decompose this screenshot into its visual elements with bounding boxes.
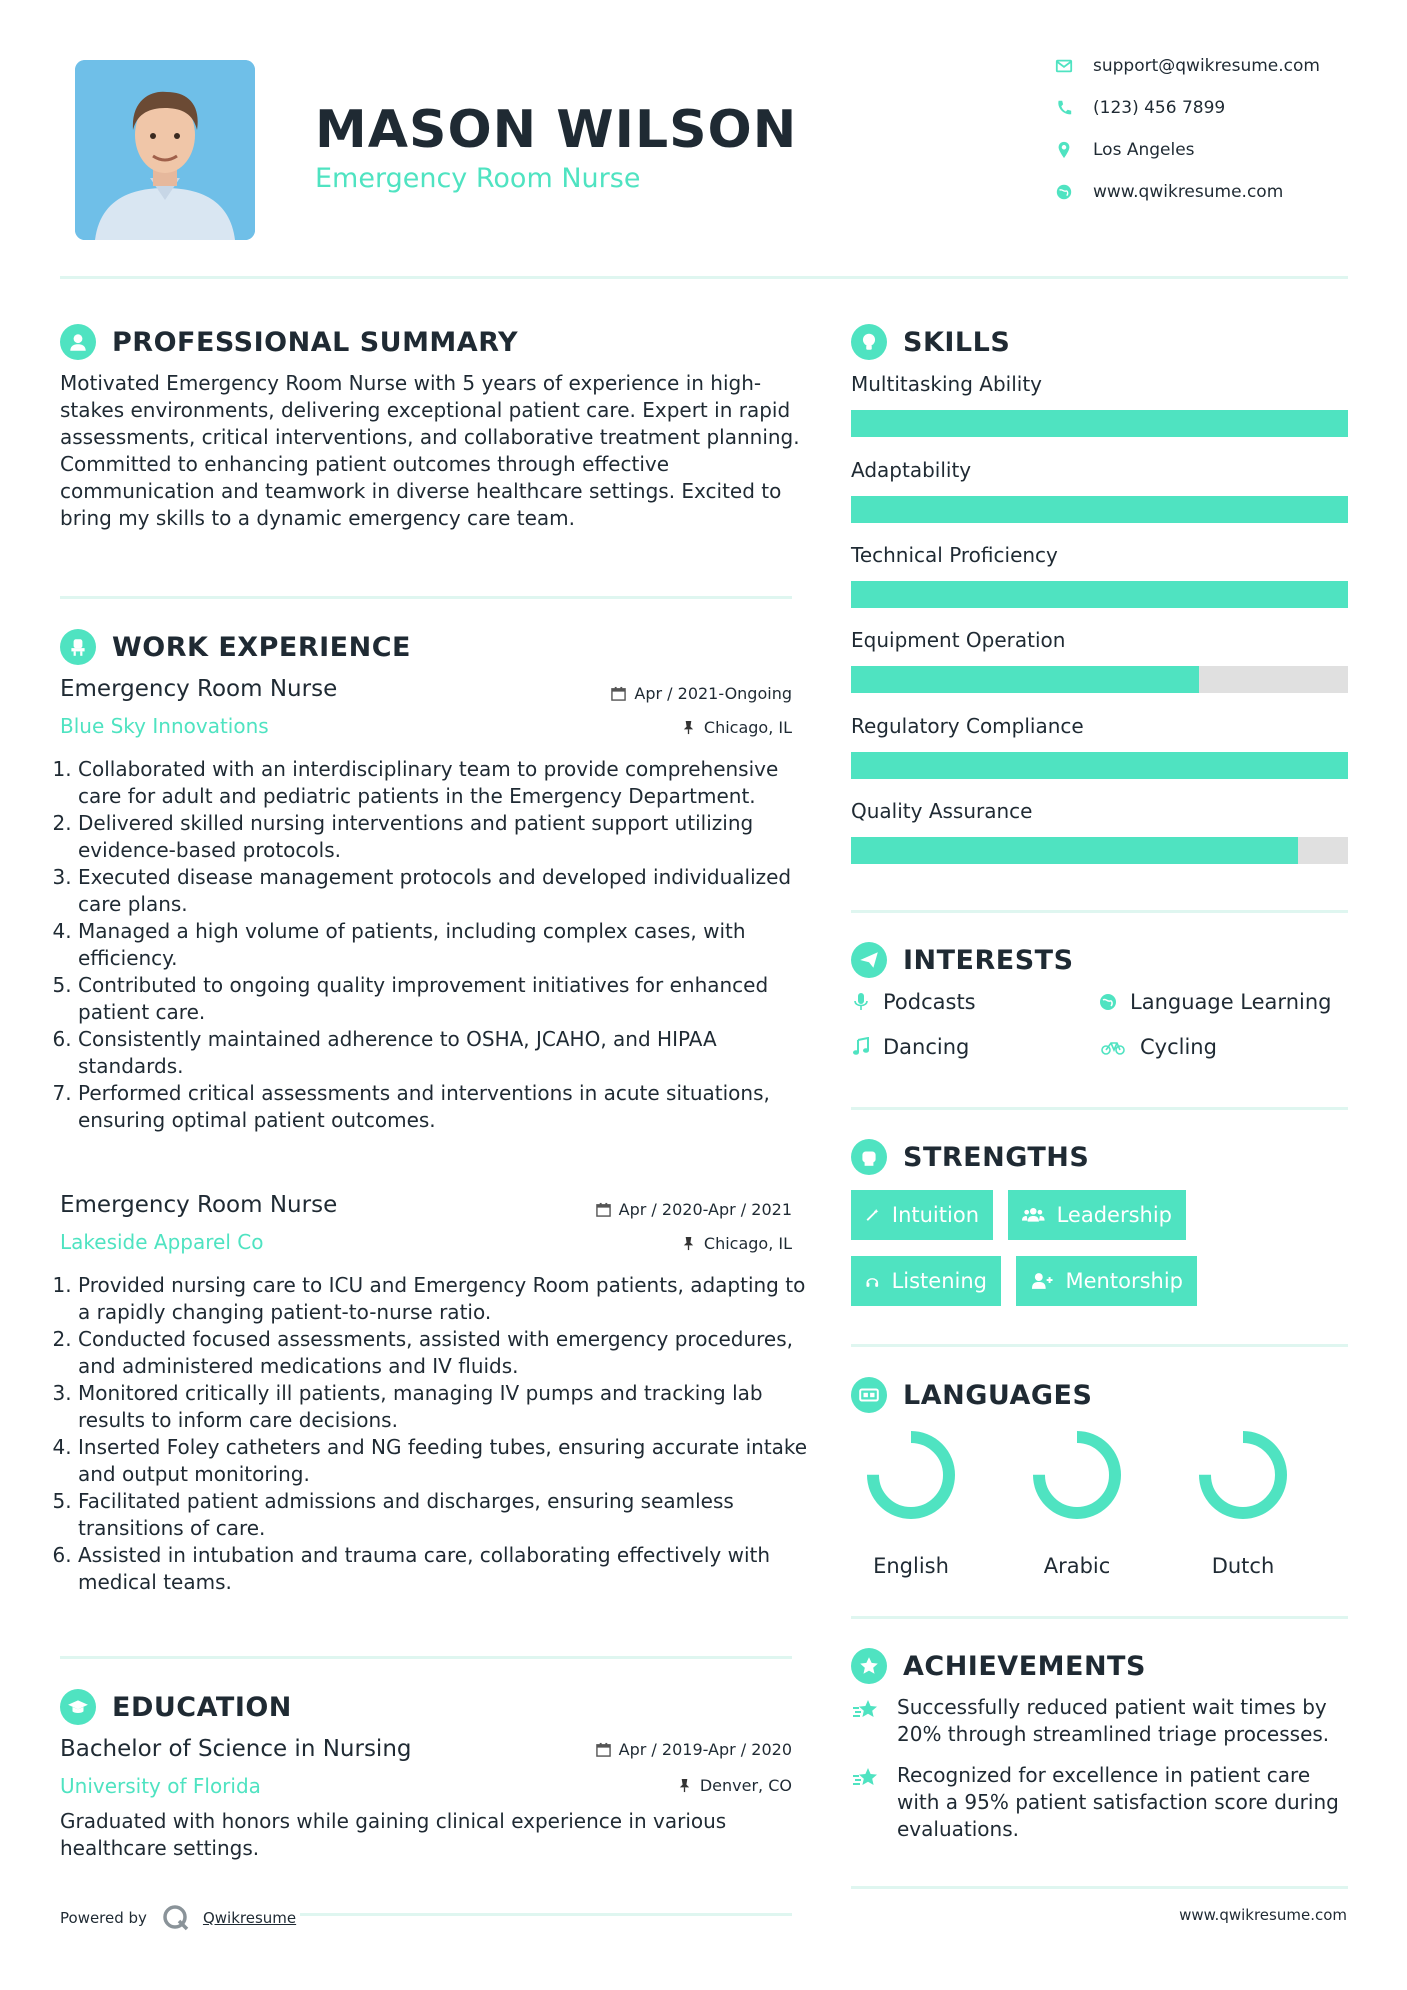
language-ring-arc bbox=[873, 1437, 949, 1513]
languages-divider bbox=[851, 1616, 1348, 1619]
interests-divider bbox=[851, 1107, 1348, 1110]
user-plus-icon bbox=[1030, 1270, 1054, 1292]
calendar-icon bbox=[596, 1742, 611, 1757]
interest-item bbox=[851, 990, 976, 1014]
summary-text: Motivated Emergency Room Nurse with 5 years of experience in high-stakes environments, delivering exceptional patient care. Expert in rapid assessments, critical interventions, and collaborative treatment planning. Committed to enhancing patient outcomes through effective communication and teamwork in diverse healthcare settings. Excited to bring my skills to a dynamic emergency care team. bbox=[60, 371, 800, 530]
skill-bar bbox=[851, 581, 1348, 608]
skill-bar bbox=[851, 666, 1348, 693]
strength-label: Mentorship bbox=[1065, 1269, 1183, 1293]
achievement-item bbox=[851, 1694, 1351, 1748]
email-icon bbox=[1055, 57, 1073, 75]
education-school: University of Florida bbox=[60, 1774, 261, 1798]
star-icon bbox=[851, 1764, 881, 1794]
job-1-company: Blue Sky Innovations bbox=[60, 714, 269, 738]
summary-title: PROFESSIONAL SUMMARY bbox=[112, 326, 519, 358]
education-degree: Bachelor of Science in Nursing bbox=[60, 1736, 412, 1762]
languages-title: LANGUAGES bbox=[903, 1379, 1093, 1411]
strength-label: Listening bbox=[891, 1269, 987, 1293]
job-1-date bbox=[520, 684, 792, 703]
interests-heading bbox=[851, 942, 1074, 978]
skill-label: Quality Assurance bbox=[851, 799, 1033, 823]
skill-label: Adaptability bbox=[851, 458, 972, 482]
phone-icon bbox=[1055, 99, 1073, 117]
interest-item bbox=[851, 1035, 969, 1059]
strength-label: Leadership bbox=[1056, 1203, 1172, 1227]
experience-title: WORK EXPERIENCE bbox=[112, 631, 411, 663]
contact-email[interactable] bbox=[1055, 56, 1320, 76]
interest-label: Podcasts bbox=[883, 990, 976, 1014]
skill-bar-fill bbox=[851, 666, 1199, 693]
education-location bbox=[520, 1776, 792, 1795]
education-location-text: Denver, CO bbox=[699, 1776, 792, 1795]
magic-wand-icon bbox=[865, 1204, 880, 1226]
skill-label: Equipment Operation bbox=[851, 628, 1066, 652]
calendar-icon bbox=[611, 686, 626, 701]
bicycle-icon bbox=[1098, 1037, 1128, 1057]
skill-bar-fill bbox=[851, 410, 1348, 437]
language-ring bbox=[1198, 1430, 1288, 1520]
achievements-heading bbox=[851, 1648, 1146, 1684]
interest-item bbox=[1098, 1035, 1217, 1059]
job-2-title: Emergency Room Nurse bbox=[60, 1192, 338, 1218]
strengths-title: STRENGTHS bbox=[903, 1141, 1090, 1173]
list-item: 6. Consistently maintained adherence to OSHA, JCAHO, and HIPAA standards. bbox=[78, 1026, 808, 1080]
strength-label: Intuition bbox=[891, 1203, 979, 1227]
strength-chip bbox=[851, 1256, 1001, 1306]
profile-photo-illustration bbox=[75, 60, 255, 240]
list-item: 3. Executed disease management protocols and developed individualized care plans. bbox=[78, 864, 808, 918]
contact-website[interactable] bbox=[1055, 182, 1283, 202]
job-1-bullets bbox=[60, 756, 808, 1134]
job-2-location-text: Chicago, IL bbox=[703, 1234, 792, 1253]
skill-bar bbox=[851, 410, 1348, 437]
experience-heading bbox=[60, 629, 411, 665]
globe-icon bbox=[1098, 992, 1118, 1012]
header-divider bbox=[60, 276, 1348, 279]
skills-divider bbox=[851, 910, 1348, 913]
skill-label: Multitasking Ability bbox=[851, 372, 1042, 396]
candidate-role: Emergency Room Nurse bbox=[315, 163, 641, 194]
contact-email-text: support@qwikresume.com bbox=[1093, 56, 1320, 76]
graduation-icon bbox=[60, 1689, 96, 1725]
language-ring bbox=[1032, 1430, 1122, 1520]
list-item: 1. Provided nursing care to ICU and Emergency Room patients, adapting to a rapidly changing patient-to-nurse ratio. bbox=[78, 1272, 808, 1326]
contact-phone[interactable] bbox=[1055, 98, 1225, 118]
language-ring bbox=[866, 1430, 956, 1520]
language-item bbox=[1022, 1430, 1132, 1578]
language-label: Dutch bbox=[1211, 1554, 1275, 1578]
education-text: Graduated with honors while gaining clinical experience in various healthcare settings. bbox=[60, 1809, 727, 1860]
skill-bar-fill bbox=[851, 752, 1348, 779]
music-note-icon bbox=[851, 1037, 871, 1057]
interest-label: Language Learning bbox=[1130, 990, 1332, 1014]
skill-bar-fill bbox=[851, 837, 1298, 864]
list-item: 5. Facilitated patient admissions and discharges, ensuring seamless transitions of care. bbox=[78, 1488, 808, 1542]
user-icon bbox=[60, 324, 96, 360]
language-item bbox=[1188, 1430, 1298, 1578]
summary-divider bbox=[60, 596, 792, 599]
summary-heading bbox=[60, 324, 518, 360]
achievements-title: ACHIEVEMENTS bbox=[903, 1650, 1146, 1682]
skills-heading bbox=[851, 324, 1010, 360]
strengths-heading bbox=[851, 1139, 1089, 1175]
education-date bbox=[500, 1740, 792, 1759]
interests-title: INTERESTS bbox=[903, 944, 1074, 976]
job-2-date bbox=[500, 1200, 792, 1219]
job-1-date-text: Apr / 2021-Ongoing bbox=[634, 684, 792, 703]
footer-left-divider bbox=[300, 1913, 792, 1916]
language-ring-arc bbox=[1039, 1437, 1115, 1513]
language-label: English bbox=[873, 1554, 949, 1578]
languages-heading bbox=[851, 1377, 1092, 1413]
globe-icon bbox=[1055, 183, 1073, 201]
skill-bar bbox=[851, 837, 1348, 864]
education-date-text: Apr / 2019-Apr / 2020 bbox=[618, 1740, 792, 1759]
job-1-location-text: Chicago, IL bbox=[703, 718, 792, 737]
microphone-icon bbox=[851, 992, 871, 1012]
list-item: 4. Managed a high volume of patients, including complex cases, with efficiency. bbox=[78, 918, 808, 972]
contact-location-text: Los Angeles bbox=[1093, 140, 1195, 160]
pin-icon bbox=[681, 1236, 696, 1251]
strength-chip bbox=[851, 1190, 993, 1240]
users-icon bbox=[1022, 1204, 1045, 1226]
job-2-company: Lakeside Apparel Co bbox=[60, 1230, 264, 1254]
qwikresume-logo-icon bbox=[161, 1903, 191, 1933]
pin-icon bbox=[681, 720, 696, 735]
chair-icon bbox=[60, 629, 96, 665]
job-2-date-text: Apr / 2020-Apr / 2021 bbox=[618, 1200, 792, 1219]
fist-icon bbox=[851, 1139, 887, 1175]
headphones-icon bbox=[865, 1270, 880, 1292]
list-item: 6. Assisted in intubation and trauma care, collaborating effectively with medical teams. bbox=[78, 1542, 808, 1596]
job-1-location bbox=[520, 718, 792, 737]
footer-brand-link[interactable]: Qwikresume bbox=[202, 1909, 297, 1927]
language-item bbox=[856, 1430, 966, 1578]
calendar-icon bbox=[596, 1202, 611, 1217]
skill-bar-fill bbox=[851, 581, 1348, 608]
skill-bar-fill bbox=[851, 496, 1348, 523]
star-badge-icon bbox=[851, 1648, 887, 1684]
achievements-divider bbox=[851, 1886, 1348, 1889]
job-1-title: Emergency Room Nurse bbox=[60, 676, 338, 702]
strength-chip bbox=[1008, 1190, 1186, 1240]
contact-website-text: www.qwikresume.com bbox=[1093, 182, 1284, 202]
job-2-bullets bbox=[60, 1272, 808, 1596]
list-item: 4. Inserted Foley catheters and NG feeding tubes, ensuring accurate intake and output monitoring. bbox=[78, 1434, 808, 1488]
job-2-location bbox=[520, 1234, 792, 1253]
candidate-name: MASON WILSON bbox=[315, 100, 798, 160]
paper-plane-icon bbox=[851, 942, 887, 978]
achievement-item bbox=[851, 1762, 1351, 1843]
contact-location bbox=[1055, 140, 1195, 160]
interest-label: Cycling bbox=[1140, 1035, 1217, 1059]
star-icon bbox=[851, 1696, 881, 1726]
interest-label: Dancing bbox=[883, 1035, 970, 1059]
pin-icon bbox=[677, 1778, 692, 1793]
strengths-divider bbox=[851, 1344, 1348, 1347]
skill-bar bbox=[851, 496, 1348, 523]
list-item: 7. Performed critical assessments and interventions in acute situations, ensuring optimal patient outcomes. bbox=[78, 1080, 808, 1134]
location-icon bbox=[1055, 141, 1073, 159]
language-label: Arabic bbox=[1043, 1554, 1111, 1578]
footer-powered-label: Powered by bbox=[60, 1909, 147, 1927]
list-item: 2. Delivered skilled nursing interventions and patient support utilizing evidence-based protocols. bbox=[78, 810, 808, 864]
education-title: EDUCATION bbox=[112, 1691, 292, 1723]
language-ring-arc bbox=[1205, 1437, 1281, 1513]
interest-item bbox=[1098, 990, 1331, 1014]
achievement-text: Recognized for excellence in patient care with a 95% patient satisfaction score during evaluations. bbox=[897, 1763, 1339, 1841]
skills-title: SKILLS bbox=[903, 326, 1011, 358]
contact-phone-text: (123) 456 7899 bbox=[1093, 98, 1226, 118]
skill-bar bbox=[851, 752, 1348, 779]
list-item: 3. Monitored critically ill patients, managing IV pumps and tracking lab results to inform care decisions. bbox=[78, 1380, 808, 1434]
profile-photo bbox=[75, 60, 255, 240]
language-icon bbox=[851, 1377, 887, 1413]
footer-url[interactable]: www.qwikresume.com bbox=[1179, 1906, 1347, 1924]
achievement-text: Successfully reduced patient wait times by 20% through streamlined triage processes. bbox=[897, 1695, 1330, 1746]
list-item: 5. Contributed to ongoing quality improvement initiatives for enhanced patient care. bbox=[78, 972, 808, 1026]
strength-chip bbox=[1016, 1256, 1197, 1306]
list-item: 2. Conducted focused assessments, assisted with emergency procedures, and administered medications and IV fluids. bbox=[78, 1326, 808, 1380]
footer-powered bbox=[60, 1903, 296, 1933]
skill-label: Regulatory Compliance bbox=[851, 714, 1084, 738]
education-heading bbox=[60, 1689, 292, 1725]
experience-divider bbox=[60, 1656, 792, 1659]
lightbulb-icon bbox=[851, 324, 887, 360]
list-item: 1. Collaborated with an interdisciplinary team to provide comprehensive care for adult and pediatric patients in the Emergency Department. bbox=[78, 756, 808, 810]
skill-label: Technical Proficiency bbox=[851, 543, 1058, 567]
